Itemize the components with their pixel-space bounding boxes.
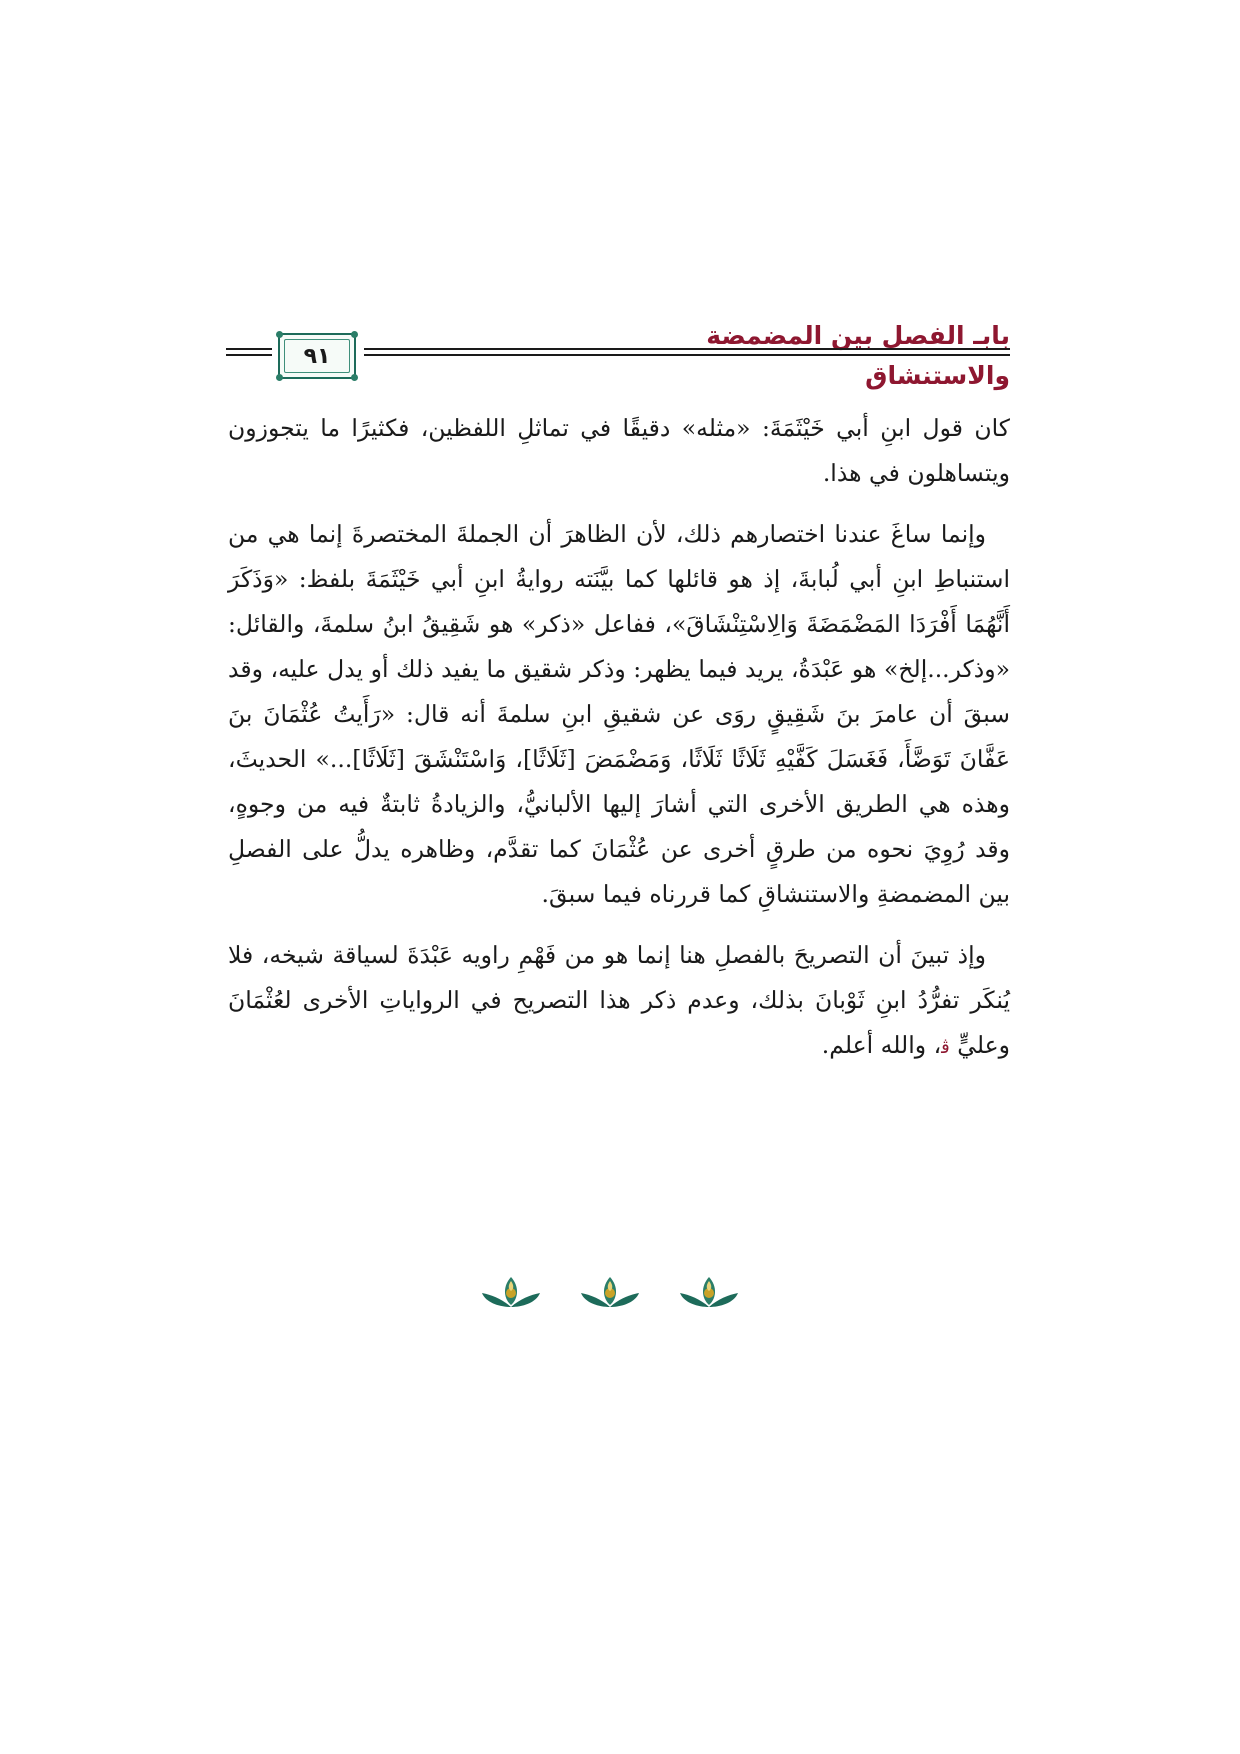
frame-corner-icon bbox=[351, 374, 358, 381]
paragraph-2: وإنما ساغَ عندنا اختصارهم ذلك، لأن الظاهرَ أن الجملةَ المختصرةَ إنما هي من استنباطِ ابنِ أبي لُبابةَ، إذ هو قائلها كما بيَّنَته روايةُ ابنِ أبي خَيْثَمَةَ بلفظ: «وَذَكَرَ أَنَّهُمَا أَفْرَدَا المَضْمَضَةَ وَالِاسْتِنْشَاقَ»، ففاعل «ذكر» هو شَقِيقُ ابنُ سلمةَ، والقائل: «وذكر...إلخ» هو عَبْدَةُ، يريد فيما يظهر: وذكر شقيق ما يفيد ذلك أو يدل عليه، وقد سبقَ أن عامرَ بنَ شَقِيقٍ روَى عن شقيقِ ابنِ سلمةَ أنه قال: «رَأَيتُ عُثْمَانَ بنَ عَفَّانَ تَوَضَّأَ، فَغَسَلَ كَفَّيْهِ ثَلَاثًا ثَلَاثًا، وَمَضْمَضَ [ثَلَاثًا]، وَاسْتَنْشَقَ [ثَلَاثًا]...» الحديثَ، وهذه هي الطريق الأخرى التي أشارَ إليها الألبانيُّ، والزيادةُ ثابتةٌ فيه من وجوهٍ، وقد رُوِيَ نحوه من طرقٍ أخرى عن عُثْمَانَ كما تقدَّم، وظاهره يدلُّ على الفصلِ بين المضمضةِ والاستنشاقِ كما قررناه فيما سبقَ. bbox=[228, 520, 1010, 908]
paragraph-3-text: وإذ تبينَ أن التصريحَ بالفصلِ هنا إنما هو من فَهْمِ راويه عَبْدَةَ لسياقة شيخه، فلا يُنكَر تفرُّدُ ابنِ ثَوْبانَ بذلك، وعدم ذكر هذا التصريح في الرواياتِ الأخرى لعُثْمَانَ وعليٍّ bbox=[228, 941, 1010, 1059]
frame-corner-icon bbox=[351, 331, 358, 338]
header-rule-left-top bbox=[226, 348, 272, 350]
chapter-title: بابـ الفصل بين المضمضة والاستنشاق bbox=[706, 321, 1010, 390]
frame-corner-icon bbox=[276, 374, 283, 381]
header-rule-left-bottom bbox=[226, 354, 272, 356]
header-rule-right-top bbox=[364, 348, 1010, 350]
page-number: ٩١ bbox=[303, 343, 331, 369]
section-end-ornament bbox=[480, 1268, 740, 1318]
paragraph-3 bbox=[228, 933, 1010, 1070]
floral-ornament-icon bbox=[480, 1273, 542, 1313]
header-rule-right-bottom bbox=[364, 354, 1010, 356]
honorific-glyph: ﭬ bbox=[941, 1037, 950, 1058]
closing-text: ، والله أعلم. bbox=[821, 1031, 942, 1059]
body-text bbox=[228, 406, 1010, 1086]
floral-ornament-icon bbox=[678, 1273, 740, 1313]
floral-ornament-icon bbox=[579, 1273, 641, 1313]
frame-corner-icon bbox=[276, 331, 283, 338]
paragraph-1: كان قول ابنِ أبي خَيْثَمَةَ: «مثله» دقيقًا في تماثلِ اللفظين، فكثيرًا ما يتجوزون ويتساهلون في هذا. bbox=[228, 414, 1010, 487]
page-number-frame bbox=[278, 333, 356, 379]
